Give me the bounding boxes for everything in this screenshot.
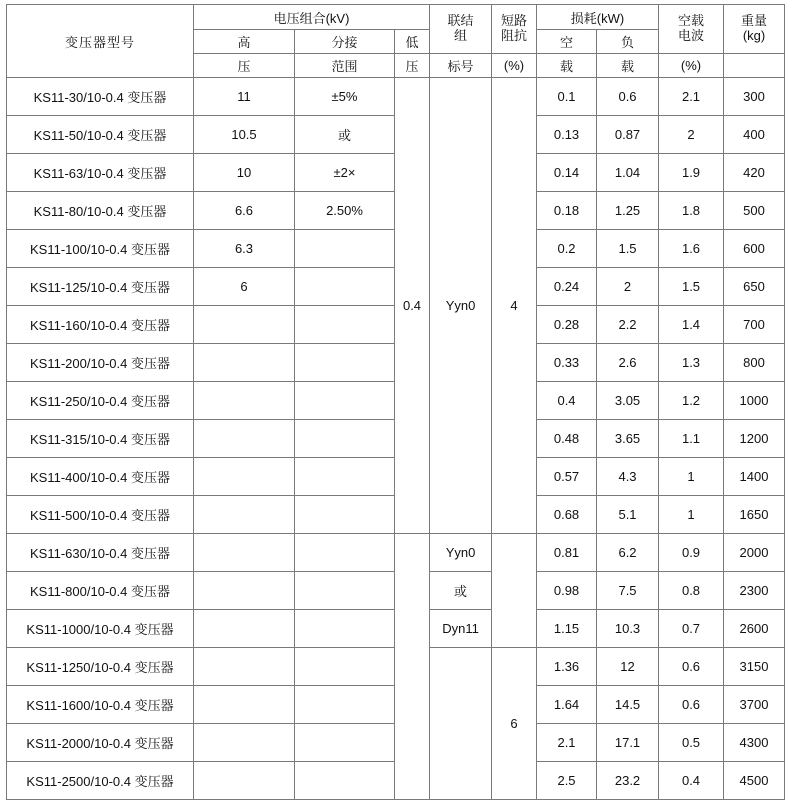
cell-no-load-loss: 1.64 [537, 686, 597, 724]
cell-high-voltage-empty [194, 306, 295, 344]
cell-load-loss: 3.05 [597, 382, 659, 420]
cell-connection-group-2-line3: Dyn11 [430, 610, 492, 648]
cell-tap-range-empty [295, 382, 395, 420]
cell-model: KS11-800/10-0.4 变压器 [7, 572, 194, 610]
cell-tap-range: ±2× [295, 154, 395, 192]
cell-no-load-current: 0.9 [659, 534, 724, 572]
cell-load-loss: 1.25 [597, 192, 659, 230]
cell-high-voltage-empty [194, 648, 295, 686]
cell-weight: 1200 [724, 420, 785, 458]
cell-low-voltage: 0.4 [395, 78, 430, 534]
cell-no-load-loss: 0.2 [537, 230, 597, 268]
cell-load-loss: 2.6 [597, 344, 659, 382]
cell-no-load-loss: 1.36 [537, 648, 597, 686]
header-connection [430, 5, 492, 54]
cell-no-load-loss: 0.68 [537, 496, 597, 534]
cell-load-loss: 6.2 [597, 534, 659, 572]
cell-tap-range-empty [295, 268, 395, 306]
cell-no-load-loss: 0.13 [537, 116, 597, 154]
header-loss: 损耗(kW) [537, 5, 659, 30]
cell-weight: 4500 [724, 762, 785, 800]
cell-tap-range: ±5% [295, 78, 395, 116]
cell-no-load-loss: 2.1 [537, 724, 597, 762]
header-high: 高 [194, 30, 295, 54]
cell-weight: 2300 [724, 572, 785, 610]
cell-weight: 400 [724, 116, 785, 154]
cell-model: KS11-100/10-0.4 变压器 [7, 230, 194, 268]
cell-model: KS11-30/10-0.4 变压器 [7, 78, 194, 116]
cell-impedance-group-1: 4 [492, 78, 537, 534]
cell-no-load-loss: 0.48 [537, 420, 597, 458]
cell-no-load-current: 1.2 [659, 382, 724, 420]
cell-tap-range-empty [295, 572, 395, 610]
cell-tap-range: 2.50% [295, 192, 395, 230]
cell-load-loss: 17.1 [597, 724, 659, 762]
header-weight-line2: (kg) [742, 28, 766, 43]
cell-tap-range-empty [295, 496, 395, 534]
cell-tap-range-empty [295, 610, 395, 648]
cell-connection-group-2-line1: Yyn0 [430, 534, 492, 572]
cell-weight: 2600 [724, 610, 785, 648]
cell-high-voltage: 6 [194, 268, 295, 306]
cell-no-load-loss: 1.15 [537, 610, 597, 648]
cell-model: KS11-63/10-0.4 变压器 [7, 154, 194, 192]
cell-weight: 1000 [724, 382, 785, 420]
cell-no-load-loss: 0.18 [537, 192, 597, 230]
header-connection-line2: 组 [454, 28, 468, 43]
cell-impedance-group-2: 6 [492, 648, 537, 800]
header-connection-symbol: 标号 [430, 54, 492, 78]
cell-high-voltage: 6.6 [194, 192, 295, 230]
cell-load-loss: 4.3 [597, 458, 659, 496]
header-weight-unit-placeholder [724, 54, 785, 78]
cell-model: KS11-80/10-0.4 变压器 [7, 192, 194, 230]
cell-weight: 3150 [724, 648, 785, 686]
cell-no-load-current: 2 [659, 116, 724, 154]
cell-connection-blank [430, 648, 492, 800]
cell-load-loss: 5.1 [597, 496, 659, 534]
cell-model: KS11-160/10-0.4 变压器 [7, 306, 194, 344]
cell-no-load-loss: 0.81 [537, 534, 597, 572]
cell-load-loss: 1.04 [597, 154, 659, 192]
cell-load-loss: 0.6 [597, 78, 659, 116]
cell-weight: 1400 [724, 458, 785, 496]
cell-weight: 700 [724, 306, 785, 344]
cell-high-voltage-empty [194, 534, 295, 572]
cell-tap-range-empty [295, 420, 395, 458]
cell-load-loss: 2 [597, 268, 659, 306]
cell-model: KS11-200/10-0.4 变压器 [7, 344, 194, 382]
cell-load-loss: 3.65 [597, 420, 659, 458]
header-no-load-loss: 空 [537, 30, 597, 54]
header-impedance-line2: 阻抗 [501, 28, 528, 43]
cell-no-load-loss: 2.5 [537, 762, 597, 800]
cell-no-load-current: 1.8 [659, 192, 724, 230]
cell-weight: 2000 [724, 534, 785, 572]
cell-tap-range-empty [295, 648, 395, 686]
cell-model: KS11-1000/10-0.4 变压器 [7, 610, 194, 648]
cell-model: KS11-50/10-0.4 变压器 [7, 116, 194, 154]
cell-load-loss: 10.3 [597, 610, 659, 648]
cell-high-voltage: 6.3 [194, 230, 295, 268]
cell-no-load-current: 0.4 [659, 762, 724, 800]
cell-no-load-current: 1.6 [659, 230, 724, 268]
table-row [7, 534, 785, 572]
cell-model: KS11-315/10-0.4 变压器 [7, 420, 194, 458]
cell-no-load-current: 1.1 [659, 420, 724, 458]
cell-high-voltage: 10 [194, 154, 295, 192]
cell-weight: 1650 [724, 496, 785, 534]
header-low: 低 [395, 30, 430, 54]
cell-no-load-loss: 0.28 [537, 306, 597, 344]
header-impedance-unit: (%) [492, 54, 537, 78]
cell-no-load-loss: 0.1 [537, 78, 597, 116]
header-tap-2: 范围 [295, 54, 395, 78]
header-no-load-current-line2: 电波 [678, 28, 705, 43]
cell-load-loss: 14.5 [597, 686, 659, 724]
cell-high-voltage-empty [194, 344, 295, 382]
header-load-loss-2: 载 [597, 54, 659, 78]
cell-tap-range-empty [295, 724, 395, 762]
cell-no-load-current: 1 [659, 458, 724, 496]
cell-no-load-loss: 0.33 [537, 344, 597, 382]
cell-model: KS11-400/10-0.4 变压器 [7, 458, 194, 496]
cell-model: KS11-1250/10-0.4 变压器 [7, 648, 194, 686]
cell-load-loss: 7.5 [597, 572, 659, 610]
cell-no-load-current: 0.5 [659, 724, 724, 762]
header-weight [724, 5, 785, 54]
cell-weight: 4300 [724, 724, 785, 762]
cell-no-load-loss: 0.24 [537, 268, 597, 306]
cell-tap-range-empty [295, 458, 395, 496]
cell-no-load-current: 1 [659, 496, 724, 534]
cell-no-load-loss: 0.14 [537, 154, 597, 192]
cell-high-voltage-empty [194, 762, 295, 800]
cell-tap-range-empty [295, 306, 395, 344]
cell-no-load-loss: 0.4 [537, 382, 597, 420]
cell-load-loss: 1.5 [597, 230, 659, 268]
cell-high-voltage: 11 [194, 78, 295, 116]
cell-no-load-current: 1.9 [659, 154, 724, 192]
cell-model: KS11-630/10-0.4 变压器 [7, 534, 194, 572]
transformer-spec-table [6, 4, 785, 800]
cell-impedance-blank [492, 534, 537, 648]
cell-weight: 800 [724, 344, 785, 382]
cell-high-voltage-empty [194, 382, 295, 420]
cell-weight: 650 [724, 268, 785, 306]
cell-no-load-current: 2.1 [659, 78, 724, 116]
cell-load-loss: 23.2 [597, 762, 659, 800]
header-tap: 分接 [295, 30, 395, 54]
cell-load-loss: 0.87 [597, 116, 659, 154]
cell-weight: 420 [724, 154, 785, 192]
cell-weight: 500 [724, 192, 785, 230]
cell-high-voltage-empty [194, 724, 295, 762]
cell-weight: 3700 [724, 686, 785, 724]
header-connection-line1: 联结 [447, 13, 474, 29]
cell-tap-range-empty [295, 230, 395, 268]
cell-tap-range-empty [295, 534, 395, 572]
cell-high-voltage-empty [194, 686, 295, 724]
cell-high-voltage-empty [194, 496, 295, 534]
header-low-2: 压 [395, 54, 430, 78]
cell-connection-group-2-line2: 或 [430, 572, 492, 610]
cell-high-voltage-empty [194, 420, 295, 458]
cell-no-load-current: 0.7 [659, 610, 724, 648]
cell-connection-group-1: Yyn0 [430, 78, 492, 534]
cell-no-load-loss: 0.57 [537, 458, 597, 496]
cell-model: KS11-1600/10-0.4 变压器 [7, 686, 194, 724]
cell-high-voltage: 10.5 [194, 116, 295, 154]
cell-model: KS11-2000/10-0.4 变压器 [7, 724, 194, 762]
header-impedance [492, 5, 537, 54]
cell-model: KS11-125/10-0.4 变压器 [7, 268, 194, 306]
cell-no-load-current: 1.4 [659, 306, 724, 344]
header-load-loss: 负 [597, 30, 659, 54]
cell-load-loss: 12 [597, 648, 659, 686]
header-no-load-current-unit: (%) [659, 54, 724, 78]
cell-tap-range-empty [295, 686, 395, 724]
header-row-1 [7, 5, 785, 30]
cell-tap-range-empty [295, 762, 395, 800]
header-no-load-current-line1: 空载 [678, 13, 705, 29]
header-no-load-loss-2: 载 [537, 54, 597, 78]
header-weight-line1: 重量 [741, 13, 768, 29]
cell-high-voltage-empty [194, 458, 295, 496]
cell-no-load-loss: 0.98 [537, 572, 597, 610]
cell-high-voltage-empty [194, 572, 295, 610]
cell-no-load-current: 0.8 [659, 572, 724, 610]
cell-model: KS11-250/10-0.4 变压器 [7, 382, 194, 420]
cell-weight: 600 [724, 230, 785, 268]
cell-tap-range: 或 [295, 116, 395, 154]
header-high-2: 压 [194, 54, 295, 78]
header-model: 变压器型号 [7, 5, 194, 78]
cell-no-load-current: 1.5 [659, 268, 724, 306]
cell-high-voltage-empty [194, 610, 295, 648]
cell-tap-range-empty [295, 344, 395, 382]
cell-model: KS11-2500/10-0.4 变压器 [7, 762, 194, 800]
cell-no-load-current: 1.3 [659, 344, 724, 382]
cell-model: KS11-500/10-0.4 变压器 [7, 496, 194, 534]
header-no-load-current [659, 5, 724, 54]
table-row [7, 78, 785, 116]
cell-weight: 300 [724, 78, 785, 116]
cell-no-load-current: 0.6 [659, 648, 724, 686]
cell-no-load-current: 0.6 [659, 686, 724, 724]
header-voltage-group: 电压组合(kV) [194, 5, 430, 30]
cell-low-voltage-2 [395, 534, 430, 800]
header-impedance-line1: 短路 [501, 13, 528, 29]
cell-load-loss: 2.2 [597, 306, 659, 344]
